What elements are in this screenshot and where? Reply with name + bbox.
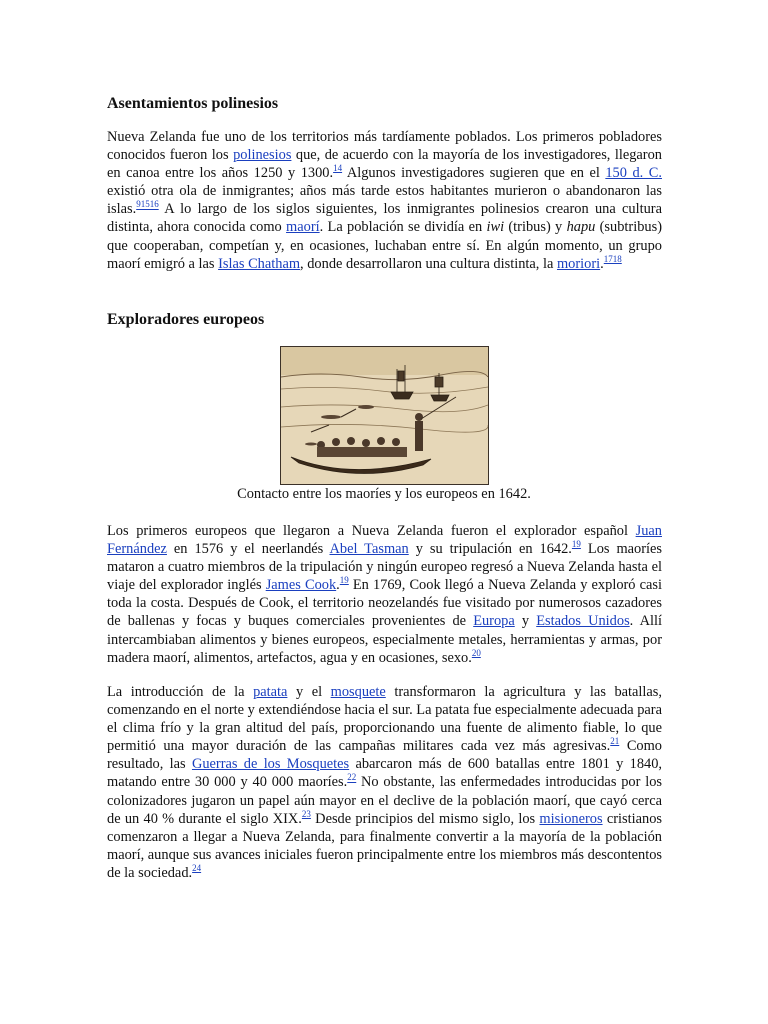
wiki-link[interactable]: patata [253,684,288,700]
text-run: En 1769, Cook llegó a Nueva Zelanda y exploró casi toda la costa. Después de Cook, el territorio neozelandés fue visitado por numerosos cazadores de ballenas y focas y buques comerciales provenientes de [107,577,662,630]
citation-superscript [136,200,159,210]
wiki-link[interactable]: 150 d. C. [605,165,662,182]
text-run: No obstante, las enfermedades introducidas por los colonizadores jugaron un papel aún mayor en el declive de la población maorí, que cayó cerca de un 40 % durante el siglo XIX. [107,774,662,827]
text-run: Desde principios del mismo siglo, los [310,810,540,827]
text-run: en 1576 y el neerlandés [166,541,330,558]
wiki-link[interactable]: moriori [556,255,601,272]
wiki-link[interactable]: Juan Fernández [107,523,662,558]
text-run: A lo largo de los siglos siguientes, los inmigrantes polinesios crearon una cultura distinta, ahora conocida como [107,201,662,236]
text-run: cristianos comenzaron a llegar a Nueva Zelanda, para finalmente convertir a la mayoría de la población maorí, aunque sus avances iniciales fueron principalmente entre los miembros más descontentos de la sociedad. [107,810,662,881]
text-run: . La población se dividía en [319,219,487,236]
citation-superscript [572,539,581,549]
text-run: existió otra ola de inmigrantes; años más tarde estos habitantes murieron o abandonaron las islas. [107,183,662,218]
citation-superscript [340,575,349,585]
citation-link[interactable]: 22 [347,772,357,783]
text-run: (subtribus) que cooperaban, competían y, en ocasiones, luchaban entre sí. En algún momento, un grupo maorí emigró a las [107,219,662,272]
section-heading-european: Exploradores europeos [107,311,265,328]
text-run: , donde desarrollaron una cultura distinta, la [300,255,557,272]
citation-link[interactable]: 23 [301,808,311,819]
text-run: Como resultado, las [107,738,663,773]
wiki-link[interactable]: misioneros [539,810,603,827]
wiki-link[interactable]: Estados Unidos [536,613,630,630]
text-run: y el [287,684,331,700]
citation-link[interactable]: 20 [471,647,481,658]
historical-engraving-image [280,346,489,485]
citation-link[interactable]: 1718 [603,253,622,264]
citation-superscript [333,163,342,173]
citation-link[interactable]: 19 [339,575,349,586]
text-run: . Allí intercambiaban alimentos y bienes europeos, especialmente metales, herramientas y armas, por madera maorí, alimentos, artefactos, agua y en ocasiones, sexo. [107,613,662,666]
text-run: Los primeros europeos que llegaron a Nueva Zelanda fueron el explorador español [107,523,636,539]
text-run: (tribus) y [504,219,567,236]
citation-link[interactable]: 19 [571,539,581,550]
citation-link[interactable]: 24 [192,863,202,874]
citation-superscript [302,809,311,819]
paragraph-polynesian-settlement [107,128,662,273]
citation-link[interactable]: 21 [610,736,620,747]
citation-superscript [604,254,622,264]
wiki-link[interactable]: Abel Tasman [329,541,409,558]
paragraph-potato-musket [107,683,662,882]
wiki-link[interactable]: mosquete [330,684,386,700]
text-run: . [600,255,604,272]
wiki-link[interactable]: Guerras de los Mosquetes [191,756,350,773]
wiki-link[interactable]: maorí [286,219,320,236]
wiki-link[interactable]: polinesios [233,147,292,164]
text-run: transformaron la agricultura y las batallas, comenzando en el norte y extendiéndose hacia el sur. La patata fue especialmente adecuada para el clima frío y la gran altitud del país, proporcionando una fuente de alimento fiable, lo que permitió una mayor duración de las campañas militares cada vez más agresivas. [107,684,663,755]
section-heading-polynesian: Asentamientos polinesios [107,95,279,112]
italic-term: hapu [566,219,596,236]
text-run: . [336,577,340,594]
text-run: Nueva Zelanda fue uno de los territorios más tardíamente poblados. Los primeros pobladores conocidos fueron los [107,129,662,164]
text-run: y [514,613,537,630]
text-run: y su tripulación en 1642. [408,541,572,558]
citation-superscript [610,736,619,746]
citation-superscript [347,773,356,783]
citation-superscript [472,648,481,658]
citation-superscript [192,863,201,873]
text-run: abarcaron más de 600 batallas entre 1801 y 1840, matando entre 30 000 y 40 000 maoríes. [107,756,663,791]
citation-link[interactable]: 14 [333,163,343,174]
italic-term: iwi [486,219,505,236]
text-run: La introducción de la [107,684,254,700]
text-run: que, de acuerdo con la mayoría de los investigadores, llegaron en canoa entre los años 1250 y 1300. [107,147,662,182]
paragraph-european-explorers [107,522,662,667]
wiki-link[interactable]: Islas Chatham [218,255,301,272]
text-run: Algunos investigadores sugieren que en el [342,165,606,182]
engraving-illustration [281,347,488,484]
citation-link[interactable]: 91516 [136,199,159,210]
wiki-link[interactable]: James Cook [265,577,337,594]
wiki-link[interactable]: Europa [473,613,515,630]
text-run: Los maoríes mataron a cuatro miembros de la tripulación y ningún europeo regresó a Nueva Zelanda hasta el viaje del explorador inglés [107,541,663,594]
figure-caption: Contacto entre los maoríes y los europeos en 1642. [237,486,531,502]
